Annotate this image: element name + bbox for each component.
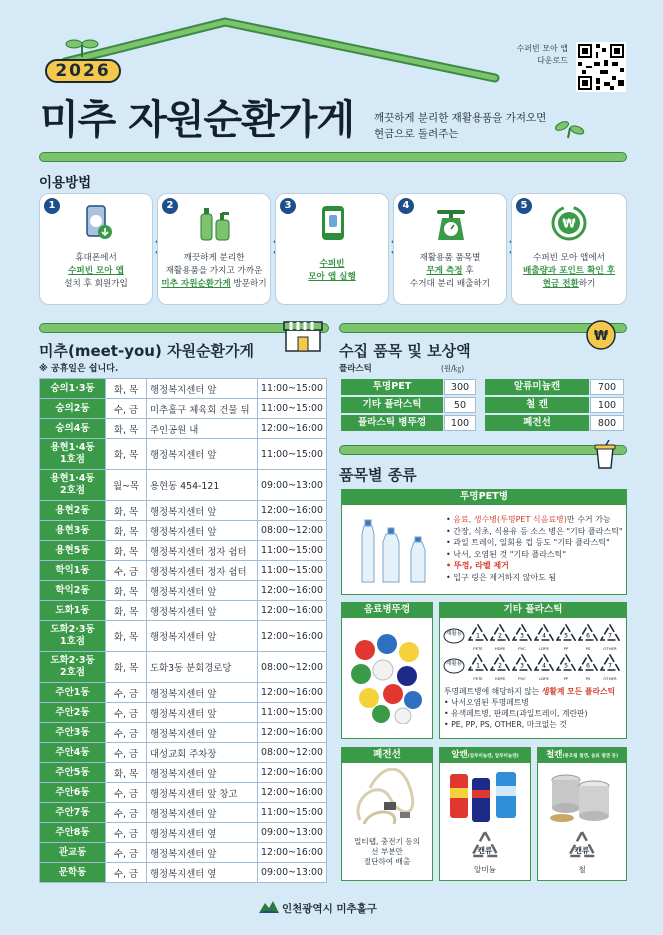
table-row (40, 783, 327, 803)
store-place: 행정복지센터 앞 (147, 803, 258, 823)
other-note: • 낙서오염된 투명페트병 (444, 698, 529, 707)
step-text (278, 258, 386, 284)
recycle-code-icon (578, 624, 598, 652)
usage-title: 이용방법 (39, 175, 92, 191)
recycle-tag-label: 재활용 (446, 631, 462, 637)
step-line: 설치 후 회원가입 (64, 279, 128, 289)
wire-note-line: 선 부분만 (371, 847, 403, 856)
store-place: 행정복지센터 앞 (147, 379, 258, 399)
stores-title: 미추(meet-you) 자원순환가게 (39, 342, 254, 360)
store-dong: 도화2·3동 2호점 (40, 652, 106, 683)
store-dong: 학익2동 (40, 581, 106, 601)
recycle-code-icon (600, 654, 620, 682)
store-time: 08:00~12:00 (258, 743, 327, 763)
recycle-code-icon (468, 624, 488, 652)
store-place: 행정복지센터 앞 (147, 621, 258, 652)
store-place: 미추홀구 체육회 건물 뒤 (147, 399, 258, 419)
steel-can-head-sub: (통조림 철캔, 음료 철캔 등) (562, 754, 618, 759)
recycle-codes-row (442, 624, 626, 682)
store-time: 12:00~16:00 (258, 723, 327, 743)
bottles-icon (196, 204, 234, 242)
store-days: 화, 목 (106, 521, 147, 541)
table-row (40, 703, 327, 723)
store-time: 12:00~16:00 (258, 501, 327, 521)
store-days: 수, 금 (106, 703, 147, 723)
store-dong: 주안3동 (40, 723, 106, 743)
store-days: 수, 금 (106, 783, 147, 803)
pet-note: • 간장, 식초, 식용유 등 소스 병은 "기타 플라스틱" (446, 526, 623, 536)
store-place: 행정복지센터 정자 쉼터 (147, 541, 258, 561)
recycle-code-label: PETE (473, 676, 483, 681)
table-row (40, 823, 327, 843)
store-time: 12:00~16:00 (258, 843, 327, 863)
store-time: 11:00~15:00 (258, 803, 327, 823)
store-days: 화, 목 (106, 601, 147, 621)
store-time: 11:00~15:00 (258, 541, 327, 561)
store-dong: 주안7동 (40, 803, 106, 823)
table-row (40, 581, 327, 601)
store-days: 화, 목 (106, 439, 147, 470)
store-time: 11:00~15:00 (258, 561, 327, 581)
store-time: 12:00~16:00 (258, 783, 327, 803)
store-schedule-table (39, 378, 327, 883)
other-note: • PE, PP, PS, OTHER, 마크없는 것 (444, 720, 567, 729)
recycle-code-label: LDPE (539, 646, 549, 651)
store-days: 수, 금 (106, 683, 147, 703)
recycle-code-icon (534, 624, 554, 652)
mobile-app-icon (314, 204, 352, 242)
table-row (40, 621, 327, 652)
wire-panel-head: 폐전선 (341, 747, 433, 763)
subtitle-line1: 깨끗하게 분리한 재활용품을 가져오면 (374, 112, 547, 124)
store-dong: 용현2동 (40, 501, 106, 521)
other-note: • 유색페트병, 판페트(과일트레이, 계란판) (444, 709, 588, 718)
store-dong: 주안2동 (40, 703, 106, 723)
rewards-title: 수집 품목 및 보상액 (339, 342, 471, 360)
store-days: 화, 목 (106, 541, 147, 561)
step-text (42, 252, 150, 291)
store-time: 12:00~16:00 (258, 419, 327, 439)
caps-panel-head: 음료병뚜껑 (341, 602, 433, 618)
store-time: 11:00~15:00 (258, 703, 327, 723)
recycle-code-label: PVC (518, 646, 526, 651)
reward-name: 플라스틱 병뚜껑 (341, 415, 443, 431)
step-line: 재활용품 품목별 (419, 253, 481, 263)
store-dong: 주안5동 (40, 763, 106, 783)
store-icon (282, 318, 324, 352)
table-row (40, 379, 327, 399)
step-line: 수퍼빈 모아 앱에서 (533, 253, 605, 263)
reward-value: 800 (590, 415, 624, 431)
store-place: 행정복지센터 앞 (147, 581, 258, 601)
recycle-code-label: PP (563, 646, 569, 651)
store-place: 행정복지센터 앞 (147, 843, 258, 863)
store-days: 수, 금 (106, 843, 147, 863)
store-days: 수, 금 (106, 803, 147, 823)
recycle-code-label: PS (585, 676, 591, 681)
reward-value: 50 (444, 397, 476, 413)
store-place: 행정복지센터 앞 (147, 501, 258, 521)
store-time: 11:00~15:00 (258, 439, 327, 470)
step-highlight: 수퍼빈 (319, 259, 345, 269)
step-2 (157, 193, 271, 305)
step-line: 수거대 분리 배출하기 (409, 279, 491, 289)
store-days: 화, 목 (106, 501, 147, 521)
step-highlight: 미추 자원순환가게 (161, 279, 231, 289)
table-row (40, 843, 327, 863)
store-dong: 관교동 (40, 843, 106, 863)
svg-text:1: 1 (476, 632, 480, 640)
table-row (40, 723, 327, 743)
step-number: 5 (516, 198, 532, 214)
store-dong: 주안4동 (40, 743, 106, 763)
table-row (40, 470, 327, 501)
store-place: 대성교회 주차장 (147, 743, 258, 763)
store-time: 11:00~15:00 (258, 399, 327, 419)
rewards-divider (339, 323, 627, 333)
recycle-code-icon (578, 654, 598, 682)
steel-mark-bottom: 철 (578, 865, 586, 874)
table-row (40, 541, 327, 561)
table-row (40, 803, 327, 823)
recycle-code-icon (556, 654, 576, 682)
store-time: 09:00~13:00 (258, 863, 327, 883)
store-dong: 숭의4동 (40, 419, 106, 439)
svg-text:3: 3 (520, 632, 524, 640)
pet-note: • 음료, 생수병(투명PET 식음료병)만 수거 가능 (446, 515, 611, 524)
bottle-caps-icon (347, 628, 427, 724)
store-days: 수, 금 (106, 399, 147, 419)
recycle-code-icon (490, 654, 510, 682)
store-days: 화, 목 (106, 379, 147, 399)
pet-note: • 입구 링은 제거하지 않아도 됨 (446, 572, 557, 582)
steel-mark-top: 캔류 (574, 846, 590, 855)
pet-note: • 뚜껑, 라벨 제거 (446, 561, 509, 570)
svg-text:5: 5 (564, 662, 568, 670)
store-days: 화, 목 (106, 419, 147, 439)
store-days: 화, 목 (106, 621, 147, 652)
reward-name: 철 캔 (485, 397, 589, 413)
header-divider (39, 152, 627, 162)
wire-note-line: 절단하여 배출 (363, 857, 411, 866)
pet-panel-head: 투명PET병 (341, 489, 627, 505)
step-number: 4 (398, 198, 414, 214)
table-row (40, 439, 327, 470)
recycle-codes-bottom (468, 654, 620, 682)
store-place: 행정복지센터 앞 (147, 703, 258, 723)
table-row (40, 763, 327, 783)
kinds-divider (339, 445, 627, 455)
step-line: 방문하기 (230, 279, 267, 289)
recycle-code-label: PS (585, 646, 591, 651)
store-days: 월~목 (106, 470, 147, 501)
svg-text:2: 2 (498, 662, 502, 670)
table-row (40, 399, 327, 419)
step-highlight: 무게 측정 (426, 266, 463, 276)
store-days: 수, 금 (106, 743, 147, 763)
recycle-code-icon (512, 654, 532, 682)
table-row (40, 863, 327, 883)
store-place: 행정복지센터 앞 (147, 763, 258, 783)
pet-note: • 낙서, 오염된 것 "기타 플라스틱" (446, 549, 567, 559)
wire-note (343, 837, 431, 867)
store-dong: 주안1동 (40, 683, 106, 703)
store-time: 12:00~16:00 (258, 601, 327, 621)
svg-text:2: 2 (498, 632, 502, 640)
cup-icon (590, 440, 620, 470)
won-badge-icon (585, 319, 617, 351)
store-dong: 학익1동 (40, 561, 106, 581)
store-time: 12:00~16:00 (258, 621, 327, 652)
store-dong: 용현1·4동 1호점 (40, 439, 106, 470)
svg-text:6: 6 (586, 662, 590, 670)
svg-text:7: 7 (608, 632, 612, 640)
steel-can-head-main: 철캔 (546, 750, 563, 760)
step-3 (275, 193, 389, 305)
svg-text:7: 7 (608, 662, 612, 670)
table-row (40, 652, 327, 683)
store-place: 행정복지센터 앞 창고 (147, 783, 258, 803)
store-dong: 숭의1·3동 (40, 379, 106, 399)
step-text (514, 252, 624, 291)
recycle-code-label: HDPE (494, 646, 506, 651)
store-time: 12:00~16:00 (258, 683, 327, 703)
store-place: 행정복지센터 앞 (147, 723, 258, 743)
rewards-category: 플라스틱 (339, 364, 372, 374)
year-badge: 2026 (45, 59, 121, 83)
pet-note: • 과일 트레이, 일회용 컵 등도 "기타 플라스틱" (446, 538, 610, 547)
phone-download-icon (78, 204, 116, 242)
store-time: 08:00~12:00 (258, 652, 327, 683)
recycle-code-label: HDPE (494, 676, 506, 681)
store-time: 09:00~13:00 (258, 470, 327, 501)
table-row (40, 561, 327, 581)
store-place: 행정복지센터 앞 (147, 439, 258, 470)
step-line: 후 (462, 266, 474, 276)
holiday-note: ※ 공휴일은 쉽니다. (39, 364, 119, 374)
store-time: 12:00~16:00 (258, 763, 327, 783)
won-coin-icon (550, 204, 588, 242)
reward-value: 300 (444, 379, 476, 395)
page-title: 미추 자원순환가게 (40, 97, 355, 143)
table-row (40, 501, 327, 521)
recycle-code-label: LDPE (539, 676, 549, 681)
step-highlight: 현금 전환 (542, 279, 579, 289)
pet-bottles-icon (356, 512, 440, 584)
district-logo-icon (258, 898, 280, 914)
table-row (40, 601, 327, 621)
svg-text:5: 5 (564, 632, 568, 640)
step-line: 깨끗하게 분리한 (183, 253, 245, 263)
table-row (40, 683, 327, 703)
store-time: 12:00~16:00 (258, 581, 327, 601)
qr-label-line1: 수퍼빈 모아 앱 (516, 44, 568, 53)
store-place: 행정복지센터 옆 (147, 863, 258, 883)
step-4 (393, 193, 507, 305)
svg-text:₩: ₩ (593, 329, 609, 344)
alu-can-head-main: 알캔 (451, 750, 468, 760)
qr-label (512, 43, 568, 67)
other-note: 투명페트병에 해당하지 않는 생활계 모든 플라스틱 (444, 687, 616, 696)
store-place: 행정복지센터 앞 (147, 683, 258, 703)
page-subtitle (374, 110, 546, 142)
recycle-code-icon (490, 624, 510, 652)
svg-text:1: 1 (476, 662, 480, 670)
store-dong: 도화2·3동 1호점 (40, 621, 106, 652)
table-row (40, 419, 327, 439)
qr-label-line2: 다운로드 (537, 56, 568, 65)
store-days: 화, 목 (106, 652, 147, 683)
alu-can-head-sub: (알루미늄캔, 알루미늄캔) (467, 754, 519, 759)
step-text (160, 252, 268, 291)
step-number: 3 (280, 198, 296, 214)
step-number: 2 (162, 198, 178, 214)
alu-can-head (439, 747, 531, 763)
store-dong: 숭의2동 (40, 399, 106, 419)
store-dong: 주안8동 (40, 823, 106, 843)
step-line: 하기 (578, 279, 596, 289)
alu-mark-bottom: 알미늄 (473, 865, 496, 874)
scale-icon (432, 204, 470, 242)
recycle-code-label: OTHER (603, 676, 617, 681)
store-days: 화, 목 (106, 763, 147, 783)
store-dong: 용현3동 (40, 521, 106, 541)
svg-text:6: 6 (586, 632, 590, 640)
svg-text:4: 4 (542, 632, 546, 640)
recycle-code-icon (534, 654, 554, 682)
store-place: 행정복지센터 옆 (147, 823, 258, 843)
store-time: 09:00~13:00 (258, 823, 327, 843)
steel-cans-icon (544, 768, 620, 826)
other-plastic-head: 기타 플라스틱 (439, 602, 627, 618)
step-1 (39, 193, 153, 305)
other-plastic-notes (444, 686, 626, 730)
step-line: 휴대폰에서 (75, 253, 117, 263)
store-days: 수, 금 (106, 723, 147, 743)
store-days: 수, 금 (106, 561, 147, 581)
store-place: 행정복지센터 앞 (147, 601, 258, 621)
recycle-tag-label: 재활용 (446, 661, 462, 667)
svg-text:3: 3 (520, 662, 524, 670)
table-row (40, 521, 327, 541)
reward-name: 알류미늄캔 (485, 379, 589, 395)
table-row (40, 743, 327, 763)
store-days: 화, 목 (106, 581, 147, 601)
step-text (396, 252, 504, 291)
reward-value: 100 (444, 415, 476, 431)
wire-note-line: 멀티탭, 충전기 등의 (354, 837, 420, 846)
store-dong: 문학동 (40, 863, 106, 883)
cable-icon (350, 768, 424, 830)
store-dong: 주안6동 (40, 783, 106, 803)
store-place: 도화3동 분회경로당 (147, 652, 258, 683)
aluminum-cans-icon (444, 768, 526, 826)
footer-org: 인천광역시 미추홀구 (282, 903, 377, 915)
store-dong: 용현1·4동 2호점 (40, 470, 106, 501)
svg-text:4: 4 (542, 662, 546, 670)
step-highlight: 배출량과 포인트 확인 후 (523, 266, 615, 276)
store-place: 주인공원 내 (147, 419, 258, 439)
recycle-code-label: PETE (473, 646, 483, 651)
leaf-icon (554, 120, 585, 138)
reward-value: 700 (590, 379, 624, 395)
store-days: 수, 금 (106, 863, 147, 883)
alu-mark-top: 캔류 (477, 846, 493, 855)
step-highlight: 모아 앱 실행 (308, 272, 356, 282)
reward-name: 폐전선 (485, 415, 589, 431)
rewards-unit: (원/㎏) (441, 364, 465, 373)
reward-name: 기타 플라스틱 (341, 397, 443, 413)
store-dong: 도화1동 (40, 601, 106, 621)
step-number: 1 (44, 198, 60, 214)
step-line: 재활용품을 가지고 가까운 (165, 266, 263, 276)
recycle-code-label: OTHER (603, 646, 617, 651)
recycle-code-icon (468, 654, 488, 682)
store-place: 행정복지센터 정자 쉼터 (147, 561, 258, 581)
reward-name: 투명PET (341, 379, 443, 395)
store-place: 용현동 454-121 (147, 470, 258, 501)
svg-text:₩: ₩ (562, 216, 576, 231)
subtitle-line2: 현금으로 돌려주는 (374, 128, 459, 140)
recycle-code-icon (556, 624, 576, 652)
store-place: 행정복지센터 앞 (147, 521, 258, 541)
recycle-code-label: PP (563, 676, 569, 681)
recycle-code-label: PVC (518, 676, 526, 681)
step-5 (511, 193, 627, 305)
kinds-title: 품목별 종류 (339, 466, 417, 484)
step-highlight: 수퍼빈 모아 앱 (68, 266, 124, 276)
recycle-codes-top (468, 624, 620, 652)
reward-value: 100 (590, 397, 624, 413)
store-days: 수, 금 (106, 823, 147, 843)
pet-notes (446, 514, 624, 583)
recycle-code-icon (512, 624, 532, 652)
steel-can-head (537, 747, 627, 763)
store-time: 11:00~15:00 (258, 379, 327, 399)
store-dong: 용현5동 (40, 541, 106, 561)
recycle-code-icon (600, 624, 620, 652)
qr-code-icon[interactable] (576, 42, 626, 92)
store-time: 08:00~12:00 (258, 521, 327, 541)
